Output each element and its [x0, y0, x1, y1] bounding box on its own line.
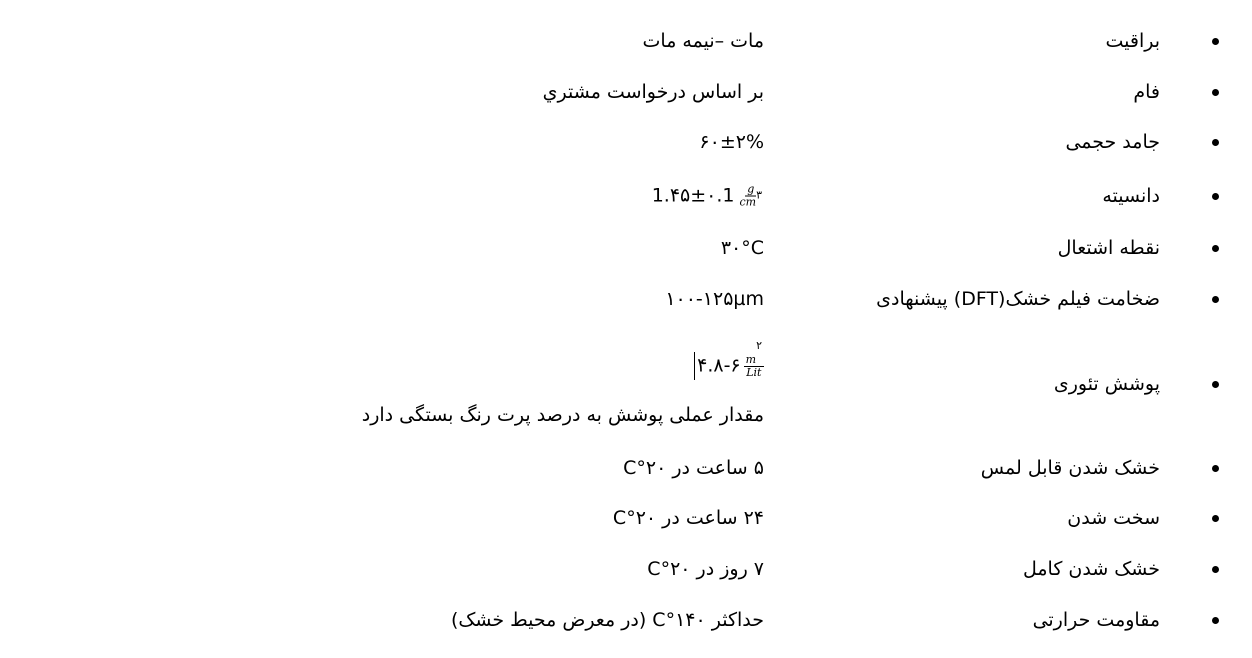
bullet-icon — [1211, 464, 1221, 474]
spec-label: خشک شدن کامل — [1022, 558, 1160, 580]
spec-label: سخت شدن — [1067, 507, 1160, 529]
text-cursor — [694, 352, 695, 380]
spec-value: بر اساس درخواست مشتري — [542, 81, 764, 103]
coverage-unit — [744, 338, 764, 379]
spec-value — [699, 131, 764, 153]
bullet-icon — [1211, 37, 1221, 47]
spec-label: براقیت — [1105, 30, 1160, 52]
spec-label: نقطه اشتعال — [1057, 237, 1160, 259]
spec-value: حداکثر ۱۴۰°C (در معرض محیط خشک) — [450, 609, 764, 631]
spec-value: ۵ ساعت در ۲۰°C — [623, 457, 764, 479]
unit-denominator: cm — [739, 195, 757, 209]
spec-value-text: ۱۰۰-۱۲۵µm — [665, 288, 764, 310]
bullet-icon — [1211, 514, 1221, 524]
spec-value: ۷ روز در ۲۰°C — [647, 558, 764, 580]
spec-label: خشک شدن قابل لمس — [980, 457, 1160, 479]
spec-label: مقاومت حرارتی — [1032, 609, 1160, 631]
spec-value: مات –نیمه مات — [642, 30, 764, 52]
bullet-icon — [1211, 565, 1221, 575]
density-unit — [737, 184, 764, 209]
spec-value — [652, 184, 764, 209]
bullet-icon — [1211, 192, 1221, 202]
spec-row-volume-solids — [0, 122, 1252, 162]
bullet-icon — [1211, 295, 1221, 305]
spec-value-text: ۳۰°C — [720, 237, 764, 259]
bullet-icon — [1211, 380, 1221, 390]
bullet-icon — [1211, 616, 1221, 626]
spec-row-heat-resistance — [0, 600, 1252, 640]
spec-value — [665, 288, 764, 310]
spec-row-density — [0, 176, 1252, 216]
spec-row-color — [0, 72, 1252, 112]
spec-value-text: ۶۰±۲% — [699, 131, 764, 153]
spec-row-flash-point — [0, 228, 1252, 268]
unit-exponent: ۲ — [756, 338, 762, 352]
unit-denominator: Lit — [746, 365, 762, 379]
bullet-icon — [1211, 88, 1221, 98]
density-value — [652, 184, 764, 209]
unit-exponent: ۳ — [756, 188, 762, 202]
spec-row-hard-dry — [0, 498, 1252, 538]
unit-numerator: g — [747, 182, 755, 196]
spec-label: پوشش تئوری — [1053, 373, 1160, 395]
spec-label: ضخامت فیلم خشک(DFT) پیشنهادی — [876, 288, 1160, 310]
spec-label: دانسیته — [1102, 185, 1160, 207]
density-number: 1.۴۵±۰.1 — [651, 184, 735, 207]
spec-label: جامد حجمی — [1065, 131, 1160, 153]
spec-row-gloss — [0, 21, 1252, 61]
spec-row-theoretical-coverage — [0, 364, 1252, 404]
spec-row-full-cure — [0, 549, 1252, 589]
coverage-value — [694, 338, 764, 380]
unit-numerator: m — [745, 352, 757, 366]
spec-label: فام — [1133, 81, 1160, 103]
spec-value — [721, 237, 764, 259]
bullet-icon — [1211, 138, 1221, 148]
bullet-icon — [1211, 244, 1221, 254]
spec-value: ۲۴ ساعت در ۲۰°C — [612, 507, 764, 529]
spec-row-touch-dry — [0, 448, 1252, 488]
coverage-note: مقدار عملی پوشش به درصد پرت رنگ بستگی دارد — [361, 404, 764, 426]
spec-row-dft — [0, 279, 1252, 319]
coverage-number: ۴.۸-۶ — [697, 354, 741, 377]
coverage-number-group — [694, 338, 764, 380]
